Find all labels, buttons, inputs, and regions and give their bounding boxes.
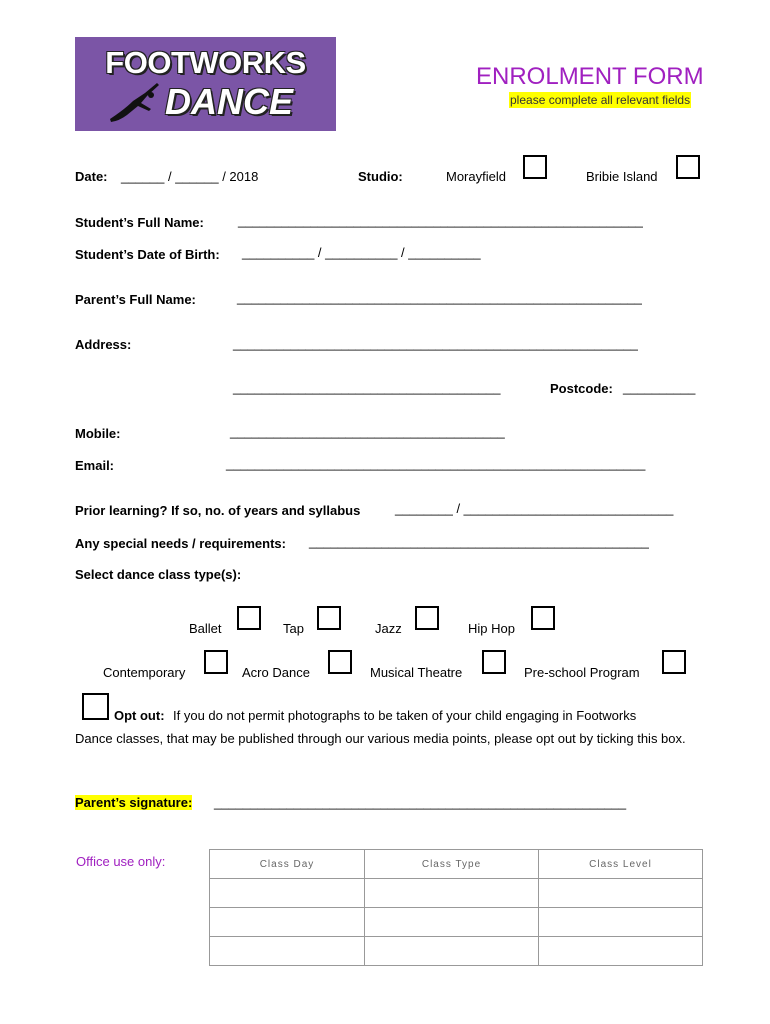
- studio-bribie-checkbox[interactable]: [676, 155, 700, 179]
- table-row: [210, 937, 703, 966]
- optout-label: Opt out:: [114, 708, 165, 723]
- student-name-label: Student’s Full Name:: [75, 215, 204, 230]
- class-ballet-checkbox[interactable]: [237, 606, 261, 630]
- office-cell[interactable]: [210, 937, 365, 966]
- signature-label: Parent’s signature:: [75, 795, 193, 810]
- office-col-class-day: Class Day: [210, 850, 365, 879]
- class-preschool-label: Pre-school Program: [524, 665, 640, 680]
- prior-learning-label: Prior learning? If so, no. of years and syllabus: [75, 503, 361, 518]
- class-preschool-checkbox[interactable]: [662, 650, 686, 674]
- dancer-silhouette-icon: [105, 79, 165, 124]
- footworks-dance-logo: [75, 37, 336, 131]
- postcode-field[interactable]: __________: [623, 380, 696, 395]
- class-hiphop-label: Hip Hop: [468, 621, 515, 636]
- studio-label: Studio:: [358, 169, 403, 184]
- office-use-label: Office use only:: [76, 854, 166, 869]
- office-cell[interactable]: [539, 879, 703, 908]
- date-field[interactable]: ______ / ______ / 2018: [121, 169, 259, 184]
- office-cell[interactable]: [210, 908, 365, 937]
- parent-name-field[interactable]: ________________________________________________________: [237, 290, 642, 305]
- select-class-label: Select dance class type(s):: [75, 567, 242, 582]
- student-name-field[interactable]: ________________________________________________________: [238, 213, 643, 228]
- class-contemporary-label: Contemporary: [103, 665, 186, 680]
- prior-learning-field[interactable]: ________ / _____________________________: [395, 501, 674, 516]
- class-musical-checkbox[interactable]: [482, 650, 506, 674]
- office-col-class-level: Class Level: [539, 850, 703, 879]
- form-subtitle: please complete all relevant fields: [510, 93, 691, 107]
- table-row: [210, 908, 703, 937]
- address-label: Address:: [75, 337, 132, 352]
- address-field-line1[interactable]: ________________________________________________________: [233, 336, 638, 351]
- mobile-label: Mobile:: [75, 426, 121, 441]
- special-needs-field[interactable]: _______________________________________________: [309, 534, 649, 549]
- parent-name-label: Parent’s Full Name:: [75, 292, 196, 307]
- email-label: Email:: [75, 458, 115, 473]
- class-tap-label: Tap: [283, 621, 304, 636]
- studio-morayfield-checkbox[interactable]: [523, 155, 547, 179]
- class-contemporary-checkbox[interactable]: [204, 650, 228, 674]
- class-tap-checkbox[interactable]: [317, 606, 341, 630]
- special-needs-label: Any special needs / requirements:: [75, 536, 286, 551]
- office-col-class-type: Class Type: [365, 850, 539, 879]
- class-jazz-label: Jazz: [375, 621, 402, 636]
- office-use-table: [209, 849, 703, 966]
- postcode-label: Postcode:: [550, 381, 613, 396]
- office-cell[interactable]: [365, 937, 539, 966]
- dob-label: Student’s Date of Birth:: [75, 247, 220, 262]
- office-cell[interactable]: [539, 908, 703, 937]
- address-field-line2[interactable]: _____________________________________: [233, 380, 501, 395]
- dob-field[interactable]: __________ / __________ / __________: [242, 245, 481, 260]
- office-cell[interactable]: [539, 937, 703, 966]
- class-jazz-checkbox[interactable]: [415, 606, 439, 630]
- office-cell[interactable]: [365, 879, 539, 908]
- class-musical-label: Musical Theatre: [370, 665, 463, 680]
- table-row: [210, 879, 703, 908]
- form-title: ENROLMENT FORM: [476, 63, 704, 90]
- optout-text-rest: Dance classes, that may be published through our various media points, please opt out by ticking this box.: [75, 731, 686, 746]
- class-acro-checkbox[interactable]: [328, 650, 352, 674]
- date-label: Date:: [75, 169, 108, 184]
- logo-text-footworks: FOOTWORKS: [105, 45, 306, 80]
- class-ballet-label: Ballet: [189, 621, 222, 636]
- studio-morayfield-label: Morayfield: [446, 169, 506, 184]
- office-cell[interactable]: [210, 879, 365, 908]
- optout-checkbox[interactable]: [82, 693, 109, 720]
- optout-text-line1: If you do not permit photographs to be taken of your child engaging in Footworks: [173, 708, 637, 723]
- signature-field[interactable]: _________________________________________________________: [214, 795, 627, 810]
- class-acro-label: Acro Dance: [242, 665, 310, 680]
- class-hiphop-checkbox[interactable]: [531, 606, 555, 630]
- mobile-field[interactable]: ______________________________________: [230, 424, 505, 439]
- email-field[interactable]: __________________________________________________________: [226, 456, 646, 471]
- studio-bribie-label: Bribie Island: [586, 169, 658, 184]
- office-cell[interactable]: [365, 908, 539, 937]
- logo-text-dance: DANCE: [165, 81, 294, 122]
